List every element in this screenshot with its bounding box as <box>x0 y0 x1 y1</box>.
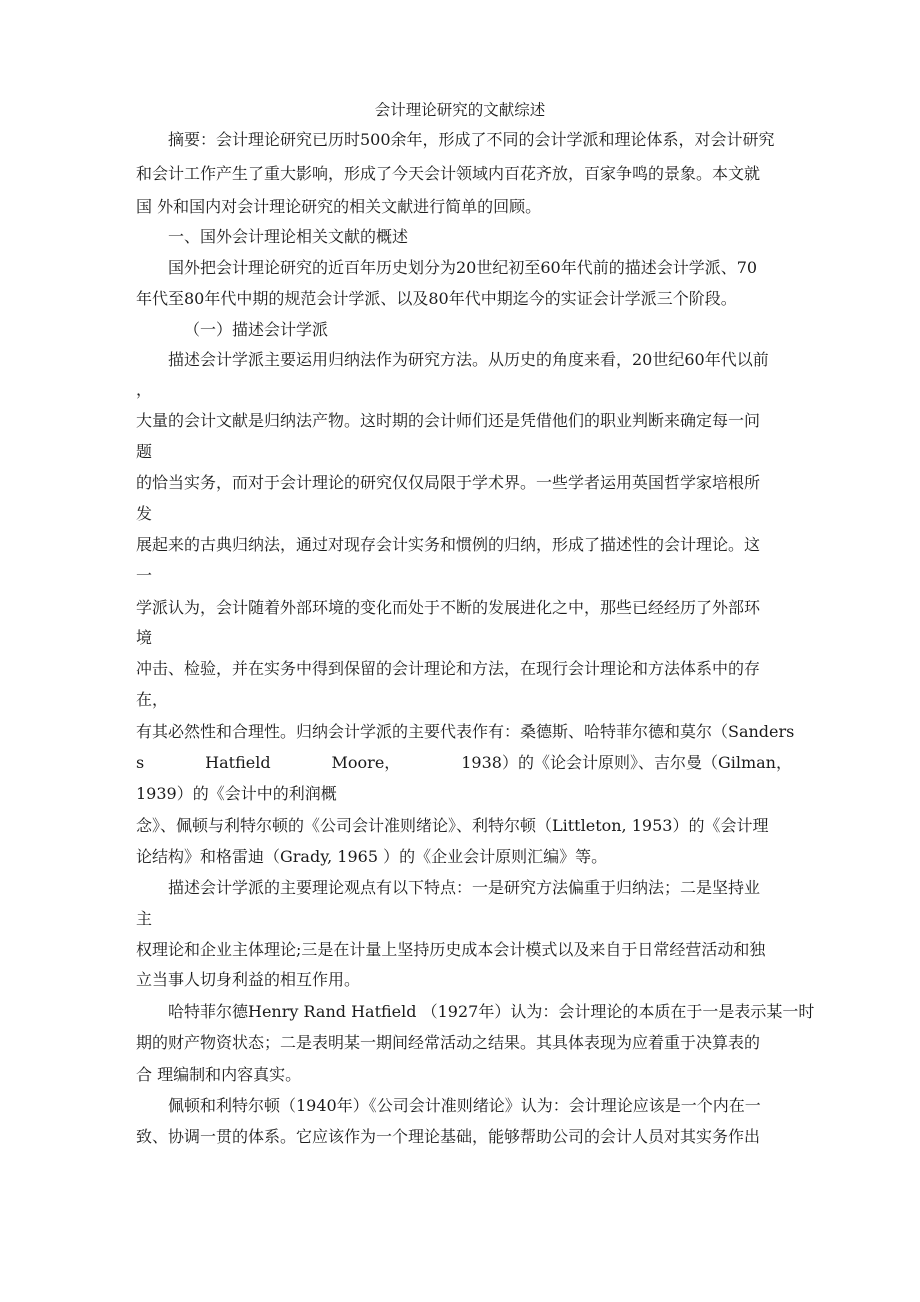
paragraph-line: ， <box>136 380 153 399</box>
spread-word: Hatfield <box>205 753 271 772</box>
paragraph-line: 展起来的古典归纳法，通过对现存会计实务和惯例的归纳，形成了描述性的会计理论。这 <box>136 535 761 554</box>
paragraph-line: 发 <box>136 504 153 523</box>
abstract-line-2: 和会计工作产生了重大影响，形成了今天会计领域内百花齐放，百家争鸣的景象。本文就 <box>136 164 761 183</box>
subsection-heading-1: （一）描述会计学派 <box>184 320 329 339</box>
paragraph-line: 境 <box>136 628 153 647</box>
paragraph-line: 描述会计学派的主要理论观点有以下特点：一是研究方法偏重于归纳法；二是坚持业 <box>168 878 761 897</box>
paragraph-line: 学派认为，会计随着外部环境的变化而处于不断的发展进化之中，那些已经经历了外部环 <box>136 598 761 617</box>
paragraph-line: 权理论和企业主体理论;三是在计量上坚持历史成本会计模式以及来自于日常经营活动和独 <box>136 940 766 959</box>
paragraph-line: 致、协调一贯的体系。它应该作为一个理论基础，能够帮助公司的会计人员对其实务作出 <box>136 1127 761 1146</box>
paragraph-line: 国外把会计理论研究的近百年历史划分为20世纪初至60年代前的描述会计学派、70 <box>168 258 758 277</box>
paragraph-line: 的恰当实务，而对于会计理论的研究仅仅局限于学术界。一些学者运用英国哲学家培根所 <box>136 473 761 492</box>
paragraph-line: 期的财产物资状态；二是表明某一期间经常活动之结果。其具体表现为应着重于决算表的 <box>136 1033 761 1052</box>
paragraph-line: 一 <box>136 566 153 585</box>
paragraph-line: 描述会计学派主要运用归纳法作为研究方法。从历史的角度来看，20世纪60年代以前 <box>168 350 769 369</box>
paragraph-line: 在， <box>136 690 169 709</box>
paragraph-line: 合 理编制和内容真实。 <box>136 1065 302 1084</box>
paragraph-line: 哈特菲尔德Henry Rand Hatfield （1927年）认为：会计理论的本质在于一是表示某一时 <box>168 1002 815 1021</box>
paragraph-line: 冲击、检验，并在实务中得到保留的会计理论和方法，在现行会计理论和方法体系中的存 <box>136 659 761 678</box>
paragraph-line: 立当事人切身利益的相互作用。 <box>136 970 361 989</box>
paragraph-line: 佩顿和利特尔顿（1940年）《公司会计准则绪论》认为：会计理论应该是一个内在一 <box>168 1096 761 1115</box>
spread-word: Moore， <box>331 753 401 772</box>
reference-spread-line <box>136 753 792 773</box>
paragraph-line: 论结构》和格雷迪（Grady, 1965 ）的《企业会计原则汇编》等。 <box>136 847 608 866</box>
abstract-line-3: 国 外和国内对会计理论研究的相关文献进行简单的回顾。 <box>136 197 542 216</box>
document-title: 会计理论研究的文献综述 <box>374 101 546 119</box>
paragraph-line: 有其必然性和合理性。归纳会计学派的主要代表作有：桑德斯、哈特菲尔德和莫尔（Sanders <box>136 722 795 741</box>
spread-word: s <box>136 753 145 772</box>
abstract-line-1: 摘要：会计理论研究已历时500余年，形成了不同的会计学派和理论体系，对会计研究 <box>168 130 775 149</box>
paragraph-line: 1939）的《会计中的利润概 <box>136 784 337 803</box>
paragraph-line: 年代至80年代中期的规范会计学派、以及80年代中期迄今的实证会计学派三个阶段。 <box>136 289 737 308</box>
paragraph-line: 大量的会计文献是归纳法产物。这时期的会计师们还是凭借他们的职业判断来确定每一问 <box>136 411 761 430</box>
paragraph-line: 题 <box>136 442 153 461</box>
paragraph-line: 主 <box>136 909 153 928</box>
spread-word: 1938）的《论会计原则》、吉尔曼（Gilman， <box>461 753 792 772</box>
section-heading-1: 一、国外会计理论相关文献的概述 <box>168 227 409 246</box>
paragraph-line: 念》、佩顿与利特尔顿的《公司会计准则绪论》、利特尔顿（Littleton, 1953）的《会计理 <box>136 816 769 835</box>
